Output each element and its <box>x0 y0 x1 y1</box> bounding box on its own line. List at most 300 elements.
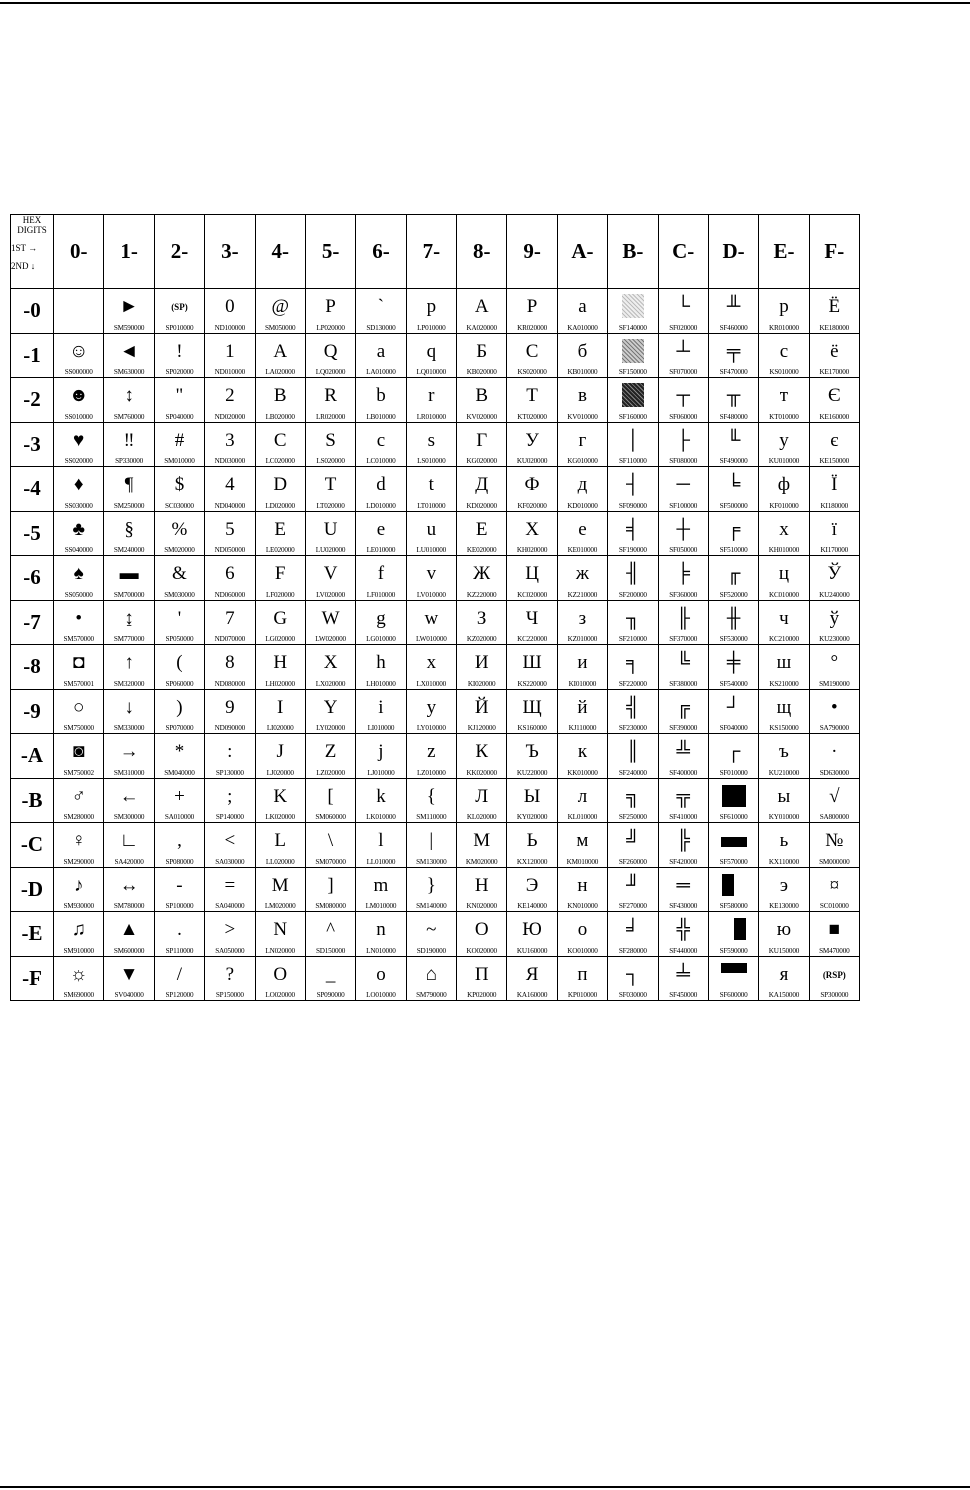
character-glyph: m <box>373 874 389 896</box>
character-id-code: KF020000 <box>517 501 547 510</box>
character-cell <box>406 778 456 823</box>
character-cell <box>104 867 154 912</box>
character-cell <box>507 556 557 601</box>
character-glyph: 0 <box>225 296 235 317</box>
character-cell <box>658 823 708 868</box>
character-glyph: y <box>426 696 437 718</box>
character-glyph: А <box>474 296 489 317</box>
character-cell <box>154 467 204 512</box>
top-rule <box>0 2 970 4</box>
character-glyph: { <box>426 785 436 807</box>
character-id-code: LE020000 <box>265 546 295 554</box>
character-id-code: KU220000 <box>516 768 548 777</box>
character-cell <box>255 734 305 779</box>
character-id-code: SM080000 <box>315 902 346 910</box>
character-glyph: ◙ <box>72 741 85 762</box>
column-header-row <box>11 215 860 289</box>
character-id-code: ND020000 <box>214 412 245 421</box>
character-cell <box>457 467 507 512</box>
character-cell <box>457 511 507 556</box>
character-glyph: ╜ <box>626 874 640 896</box>
character-id-code: LC020000 <box>265 457 295 465</box>
character-cell <box>205 734 255 779</box>
character-cell <box>507 289 557 334</box>
character-id-code: KS160000 <box>517 724 547 732</box>
character-cell <box>406 289 456 334</box>
code-page-table <box>10 214 860 1001</box>
character-glyph: c <box>376 429 386 451</box>
character-glyph: Р <box>526 296 538 317</box>
table-row <box>11 467 860 512</box>
table-row <box>11 823 860 868</box>
character-id-code: KV020000 <box>466 412 497 421</box>
character-cell <box>457 956 507 1001</box>
character-id-code: SF480000 <box>719 412 748 421</box>
character-id-code: KG020000 <box>466 457 497 465</box>
character-cell <box>457 867 507 912</box>
character-glyph: ╪ <box>726 652 741 673</box>
character-cell <box>507 467 557 512</box>
character-cell <box>255 778 305 823</box>
character-cell <box>809 689 859 734</box>
character-glyph <box>608 334 657 367</box>
character-cell <box>54 556 104 601</box>
character-glyph: ▬ <box>119 563 139 584</box>
character-id-code: SF530000 <box>719 635 748 643</box>
character-id-code: SP090000 <box>316 991 345 999</box>
character-id-code: SP150000 <box>215 991 244 999</box>
character-id-code: KL010000 <box>567 813 598 821</box>
character-glyph: Е <box>475 518 488 540</box>
character-id-code: LF010000 <box>366 590 396 599</box>
character-glyph: ┐ <box>626 963 640 985</box>
corner-first-digit-label: 1ST → <box>11 243 38 253</box>
character-glyph: ╞ <box>676 563 690 584</box>
row-header: -5 <box>11 511 54 556</box>
character-id-code: SM250000 <box>113 501 145 510</box>
character-cell <box>104 956 154 1001</box>
character-glyph: Ь <box>526 830 538 851</box>
character-glyph: q <box>426 340 437 362</box>
character-cell <box>658 511 708 556</box>
character-glyph: % <box>171 518 188 540</box>
character-id-code: SF160000 <box>618 412 647 421</box>
character-id-code: SA010000 <box>164 813 195 821</box>
character-cell <box>658 734 708 779</box>
character-glyph: 1 <box>225 340 235 362</box>
character-id-code: SP130000 <box>215 768 244 777</box>
character-cell <box>356 511 406 556</box>
character-id-code: KZ010000 <box>567 635 598 643</box>
character-glyph: Y <box>323 696 338 718</box>
character-id-code: LZ020000 <box>316 768 345 777</box>
character-glyph: ж <box>575 563 589 584</box>
table-row <box>11 333 860 378</box>
character-cell <box>154 511 204 556</box>
character-cell <box>104 422 154 467</box>
character-cell <box>759 956 809 1001</box>
character-glyph: B <box>273 385 287 406</box>
character-glyph: п <box>577 963 588 985</box>
column-header: 6- <box>356 215 406 289</box>
character-glyph: > <box>224 919 236 940</box>
character-glyph: ё <box>830 340 839 362</box>
character-cell <box>708 823 758 868</box>
character-id-code: LK010000 <box>366 813 396 821</box>
character-id-code: SA790000 <box>819 724 849 732</box>
character-id-code: SM570000 <box>63 635 94 643</box>
character-glyph: Д <box>475 474 489 495</box>
character-cell <box>205 378 255 423</box>
character-glyph: ю <box>776 919 792 940</box>
character-id-code: KZ220000 <box>466 590 497 599</box>
character-id-code: SM790000 <box>416 991 447 999</box>
character-cell <box>255 378 305 423</box>
character-id-code: SM330000 <box>113 724 145 732</box>
character-glyph: ─ <box>676 474 690 495</box>
character-id-code: SM240000 <box>113 546 145 554</box>
character-glyph: И <box>474 652 489 673</box>
character-glyph: Ч <box>525 607 539 629</box>
character-glyph: $ <box>174 474 185 495</box>
character-id-code: LR010000 <box>416 412 446 421</box>
character-cell <box>658 467 708 512</box>
character-glyph: x <box>426 652 437 673</box>
character-glyph: , <box>177 830 182 851</box>
character-cell <box>457 645 507 690</box>
character-cell <box>457 378 507 423</box>
character-cell <box>406 422 456 467</box>
character-id-code: SF190000 <box>618 546 647 554</box>
character-cell <box>759 600 809 645</box>
character-id-code: LX010000 <box>416 679 447 688</box>
character-cell <box>356 600 406 645</box>
character-glyph: Я <box>525 963 539 985</box>
character-id-code: SM000000 <box>819 857 850 866</box>
character-cell <box>54 867 104 912</box>
character-glyph: ╡ <box>626 518 640 540</box>
character-cell <box>205 511 255 556</box>
character-id-code: SF570000 <box>719 857 748 866</box>
character-cell <box>608 956 658 1001</box>
character-glyph: a <box>376 340 386 362</box>
character-cell <box>255 867 305 912</box>
character-cell <box>708 956 758 1001</box>
character-cell <box>759 778 809 823</box>
character-cell <box>708 912 758 957</box>
character-cell <box>507 422 557 467</box>
character-id-code: SF020000 <box>669 323 698 332</box>
character-glyph: ╒ <box>726 518 741 540</box>
character-glyph: F <box>274 563 286 584</box>
character-id-code: SF100000 <box>669 501 698 510</box>
character-id-code: LM020000 <box>264 902 296 910</box>
character-id-code: SD130000 <box>366 323 396 332</box>
character-cell <box>205 956 255 1001</box>
character-cell <box>507 600 557 645</box>
character-id-code: LQ020000 <box>315 368 346 376</box>
character-glyph: │ <box>626 429 640 451</box>
character-cell <box>356 378 406 423</box>
character-cell <box>557 378 607 423</box>
character-cell <box>104 556 154 601</box>
character-cell <box>205 823 255 868</box>
character-cell <box>356 912 406 957</box>
character-glyph: ← <box>119 785 139 807</box>
character-cell <box>406 333 456 378</box>
character-cell <box>557 956 607 1001</box>
row-header: -6 <box>11 556 54 601</box>
character-id-code: SD190000 <box>416 946 446 955</box>
character-cell <box>759 556 809 601</box>
character-id-code: SM040000 <box>164 768 195 777</box>
character-id-code: LB010000 <box>366 412 396 421</box>
character-glyph: у <box>779 429 789 451</box>
character-id-code: KK010000 <box>567 768 598 777</box>
character-glyph: ☼ <box>69 963 88 985</box>
character-id-code: KE020000 <box>466 546 497 554</box>
character-cell <box>809 378 859 423</box>
character-cell <box>708 511 758 556</box>
character-id-code: SS030000 <box>64 501 93 510</box>
table-row <box>11 600 860 645</box>
character-glyph: ▼ <box>119 963 139 985</box>
character-id-code: KH020000 <box>516 546 548 554</box>
character-glyph: ╔ <box>676 696 690 718</box>
character-cell <box>54 734 104 779</box>
character-glyph: ♀ <box>71 830 86 851</box>
character-id-code: SF230000 <box>618 724 647 732</box>
character-cell <box>557 289 607 334</box>
character-glyph: s <box>427 429 436 451</box>
character-id-code: KD020000 <box>466 501 497 510</box>
character-cell <box>809 422 859 467</box>
character-id-code: SA030000 <box>215 857 245 866</box>
character-cell <box>305 778 355 823</box>
character-id-code: LD010000 <box>366 501 396 510</box>
character-glyph: Т <box>526 385 538 406</box>
character-id-code: SF590000 <box>719 946 748 955</box>
character-glyph: ╢ <box>626 563 640 584</box>
character-id-code: LA010000 <box>366 368 396 376</box>
character-cell <box>658 556 708 601</box>
character-cell <box>608 867 658 912</box>
character-id-code: SM700000 <box>113 590 145 599</box>
character-glyph: _ <box>325 963 336 985</box>
character-cell <box>406 511 456 556</box>
character-cell <box>305 289 355 334</box>
character-id-code: LW020000 <box>315 635 346 643</box>
character-id-code: KU240000 <box>819 590 850 599</box>
character-id-code: SP010000 <box>165 323 194 332</box>
character-cell <box>255 823 305 868</box>
character-glyph: 3 <box>225 429 235 451</box>
character-id-code: SF380000 <box>669 679 698 688</box>
row-header: -2 <box>11 378 54 423</box>
character-cell <box>557 734 607 779</box>
character-cell <box>104 378 154 423</box>
character-glyph: Ї <box>831 474 838 495</box>
table-row <box>11 867 860 912</box>
character-id-code: SF420000 <box>669 857 698 866</box>
character-glyph: щ <box>776 696 792 718</box>
character-glyph <box>709 957 758 990</box>
character-id-code: LI020000 <box>266 724 294 732</box>
row-header: -B <box>11 778 54 823</box>
character-glyph: ╗ <box>626 785 640 807</box>
character-id-code: LO020000 <box>265 991 295 999</box>
character-glyph: ╘ <box>726 474 741 495</box>
character-id-code: SF150000 <box>618 368 647 376</box>
character-cell <box>356 689 406 734</box>
character-cell <box>557 823 607 868</box>
character-id-code: SP110000 <box>165 946 194 955</box>
character-id-code: LO010000 <box>366 991 396 999</box>
character-id-code: KA020000 <box>466 323 497 332</box>
character-glyph: з <box>578 607 587 629</box>
character-id-code: SF500000 <box>719 501 748 510</box>
character-glyph: 5 <box>225 518 235 540</box>
character-glyph: ☺ <box>68 340 89 362</box>
character-glyph: & <box>172 563 187 584</box>
character-glyph: p <box>426 296 437 317</box>
character-glyph: ╣ <box>626 696 640 718</box>
character-id-code: KZ210000 <box>567 590 598 599</box>
character-cell <box>809 956 859 1001</box>
character-id-code: KO020000 <box>466 946 497 955</box>
character-glyph: ↨ <box>124 607 134 629</box>
character-id-code: ND100000 <box>214 323 245 332</box>
character-cell <box>708 867 758 912</box>
character-cell <box>759 823 809 868</box>
character-id-code: KR020000 <box>517 323 548 332</box>
character-cell <box>356 556 406 601</box>
character-id-code: KI020000 <box>467 679 496 688</box>
character-cell <box>658 778 708 823</box>
character-id-code: LJ010000 <box>367 768 395 777</box>
character-id-code: LH020000 <box>265 679 295 688</box>
character-glyph: ] <box>327 874 334 896</box>
character-glyph: 9 <box>225 696 235 718</box>
character-cell <box>608 378 658 423</box>
character-id-code: SF610000 <box>719 813 748 821</box>
character-glyph: Н <box>474 874 489 896</box>
character-id-code: SF280000 <box>618 946 647 955</box>
character-id-code: KV010000 <box>567 412 598 421</box>
character-cell <box>457 689 507 734</box>
character-id-code: KY020000 <box>516 813 548 821</box>
character-glyph: У <box>525 429 539 451</box>
character-glyph: H <box>273 652 288 673</box>
character-glyph: o <box>376 963 386 985</box>
character-cell <box>54 467 104 512</box>
character-cell <box>708 689 758 734</box>
character-glyph: б <box>577 340 588 362</box>
character-id-code: SF220000 <box>618 679 647 688</box>
character-id-code: SP140000 <box>215 813 244 821</box>
character-cell <box>557 778 607 823</box>
character-id-code: SF440000 <box>669 946 698 955</box>
character-cell <box>608 912 658 957</box>
character-glyph: ╫ <box>726 607 741 629</box>
character-id-code: SM320000 <box>113 679 145 688</box>
character-cell <box>708 778 758 823</box>
row-header: -3 <box>11 422 54 467</box>
character-glyph: 7 <box>225 607 235 629</box>
character-glyph: Ф <box>524 474 540 495</box>
character-id-code: LV010000 <box>416 590 446 599</box>
character-glyph: + <box>174 785 185 807</box>
character-cell <box>104 734 154 779</box>
column-header: F- <box>809 215 859 289</box>
character-cell <box>54 956 104 1001</box>
character-glyph: ║ <box>626 741 640 762</box>
character-cell <box>457 778 507 823</box>
character-id-code: SP080000 <box>165 857 194 866</box>
character-cell <box>557 600 607 645</box>
character-cell <box>205 912 255 957</box>
column-header: B- <box>608 215 658 289</box>
character-cell <box>708 734 758 779</box>
character-cell <box>457 912 507 957</box>
character-cell <box>305 467 355 512</box>
character-glyph: г <box>578 429 587 451</box>
row-header: -A <box>11 734 54 779</box>
character-cell <box>305 956 355 1001</box>
character-cell <box>356 778 406 823</box>
character-glyph: L <box>274 830 286 851</box>
character-cell <box>104 912 154 957</box>
table-row <box>11 556 860 601</box>
character-glyph: ┬ <box>676 385 690 406</box>
character-id-code: KM010000 <box>566 857 599 866</box>
character-id-code: SM030000 <box>164 590 195 599</box>
character-cell <box>759 378 809 423</box>
row-header: -F <box>11 956 54 1001</box>
character-glyph: ═ <box>676 874 690 896</box>
character-id-code: KP020000 <box>467 991 497 999</box>
character-id-code: SF010000 <box>719 768 748 777</box>
character-id-code: KS210000 <box>769 679 799 688</box>
character-glyph: к <box>577 741 588 762</box>
character-cell <box>507 378 557 423</box>
character-id-code: LU010000 <box>416 546 447 554</box>
character-cell <box>457 600 507 645</box>
character-id-code: SA040000 <box>215 902 245 910</box>
character-glyph: Щ <box>522 696 542 718</box>
character-cell <box>406 600 456 645</box>
character-glyph: 2 <box>225 385 235 406</box>
character-cell <box>104 689 154 734</box>
character-id-code: SF540000 <box>719 679 748 688</box>
character-id-code: LA020000 <box>265 368 295 376</box>
character-cell <box>708 289 758 334</box>
table-row <box>11 956 860 1001</box>
character-id-code: KL020000 <box>466 813 497 821</box>
character-id-code: SV040000 <box>114 991 144 999</box>
character-glyph: • <box>830 696 838 718</box>
character-id-code: LI010000 <box>367 724 395 732</box>
character-glyph: Є <box>828 385 841 406</box>
character-id-code: LP010000 <box>417 323 446 332</box>
character-cell <box>305 556 355 601</box>
code-page-body <box>11 289 860 1001</box>
character-glyph: ⌂ <box>425 963 438 985</box>
character-id-code: SP330000 <box>115 457 144 465</box>
character-id-code: SF430000 <box>669 902 698 910</box>
character-cell <box>507 956 557 1001</box>
character-glyph: j <box>378 741 384 762</box>
